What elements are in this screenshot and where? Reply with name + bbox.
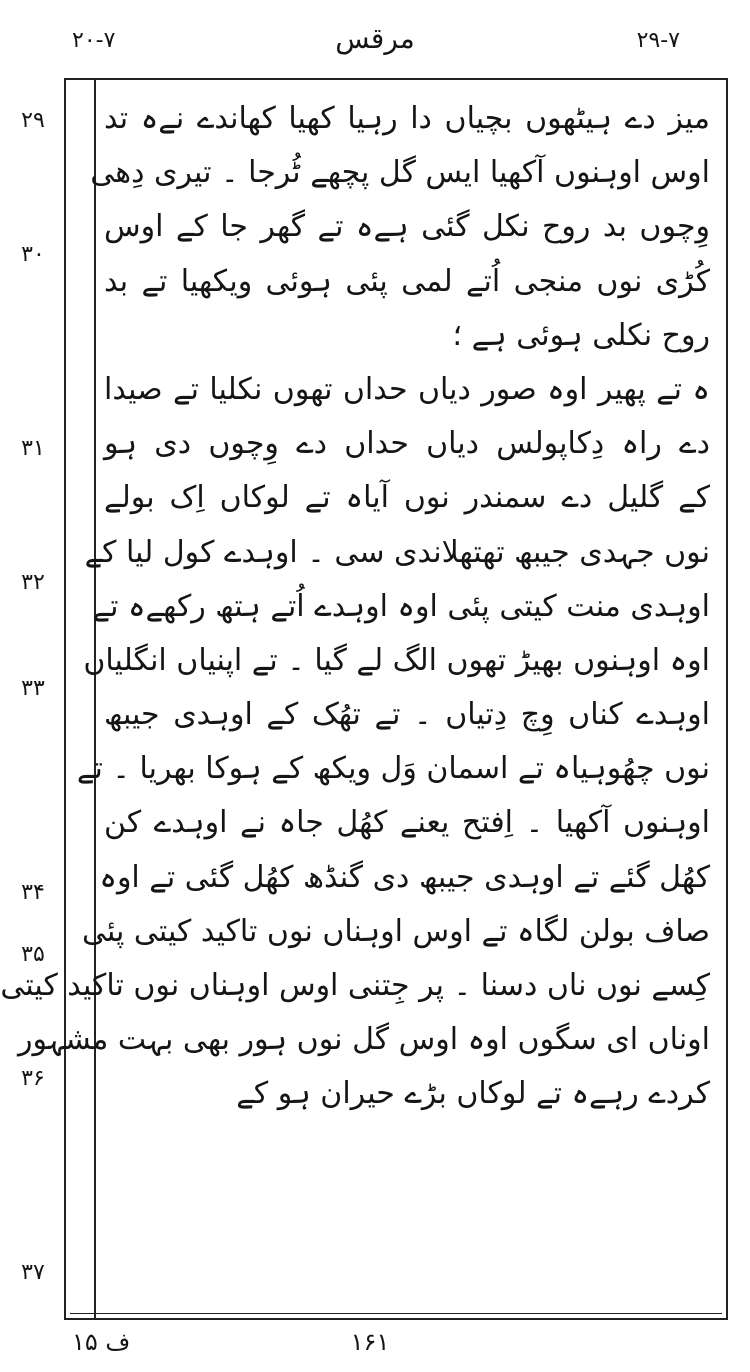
text-line: اوہ اوہنوں بھیڑ تھوں الگ لے گیا ۔ تے اپنیاں انگلیاں bbox=[83, 642, 710, 678]
text-line: ہ تے پھیر اوہ صور دیاں حداں تھوں نکلیا تے صیدا bbox=[104, 371, 710, 407]
text-line: اوہنوں آکھیا ۔ اِفتح یعنے کھُل جاہ نے اوہدے کن bbox=[104, 805, 710, 841]
verse-number: ۳۳ bbox=[21, 676, 45, 701]
verse-number: ۳۴ bbox=[21, 880, 45, 905]
verse-number: ۳۰ bbox=[21, 242, 45, 267]
text-line: اوناں ای سگوں اوہ اوس گل نوں ہور بھی بہت مشہور bbox=[17, 1022, 710, 1058]
text-line: اوس اوہنوں آکھیا ایس گل پچھے ٹُرجا ۔ تیری دِھی bbox=[90, 155, 710, 191]
page-title: مرقس bbox=[335, 22, 415, 55]
text-line: دے راہ دِکاپولس دیاں حداں دے وِچوں دی ہو bbox=[104, 426, 710, 462]
text-line: وِچوں بد روح نکل گئی ہےہ تے گھر جا کے اوس bbox=[104, 209, 710, 245]
text-line: اوہدے کناں وِچ دِتیاں ۔ تے تھُک کے اوہدی جیبھ bbox=[104, 697, 710, 733]
text-line: نوں چھُوہیاہ تے اسمان وَل ویکھ کے ہوکا بھریا ۔ تے bbox=[76, 751, 710, 787]
text-line: کھُل گئے تے اوہدی جیبھ دی گنڈھ کھُل گئی تے اوہ bbox=[99, 859, 710, 895]
verse-number: ۳۲ bbox=[21, 570, 45, 595]
text-line: میز دے ہیٹھوں بچیاں دا رہیا کھیا کھاندے نےہ تد bbox=[104, 101, 710, 136]
footer-signature: ف ۱۵ bbox=[72, 1328, 131, 1356]
text-line: صاف بولن لگاہ تے اوس اوہناں نوں تاکید کیتی پئی bbox=[81, 913, 710, 949]
text-line: نوں جہدی جیبھ تھتھلاندی سی ۔ اوہدے کول لیا کے bbox=[84, 534, 710, 570]
verse-number-column bbox=[0, 78, 64, 1316]
header-right-reference: ۲۹-۷ bbox=[636, 28, 680, 53]
verse-number: ۳۶ bbox=[21, 1066, 45, 1091]
text-line: کردے رہےہ تے لوکاں بڑے حیران ہو کے bbox=[236, 1076, 710, 1112]
text-line: روح نکلی ہوئی ہے ؛ bbox=[452, 317, 710, 353]
text-line: کِسے نوں ناں دسنا ۔ پر جِتنی اوس اوہناں نوں تاکید کیتی bbox=[0, 968, 710, 1003]
text-line: کے گلیل دے سمندر نوں آیاہ تے لوکاں اِک بولے bbox=[104, 480, 710, 516]
verse-number: ۳۷ bbox=[21, 1260, 45, 1285]
header-left-reference: ۲۰-۷ bbox=[72, 28, 116, 53]
text-line: کُڑی نوں منجی اُتے لمی پئی ہوئی ویکھیا تے بد bbox=[104, 263, 710, 299]
verse-number: ۳۵ bbox=[21, 942, 45, 967]
text-line: اوہدی منت کیتی پئی اوہ اوہدے اُتے ہتھ رکھےہ تے bbox=[92, 588, 710, 624]
page-number: ۱۶۱ bbox=[350, 1328, 390, 1356]
verse-number: ۲۹ bbox=[21, 108, 45, 133]
verse-number: ۳۱ bbox=[21, 436, 45, 461]
